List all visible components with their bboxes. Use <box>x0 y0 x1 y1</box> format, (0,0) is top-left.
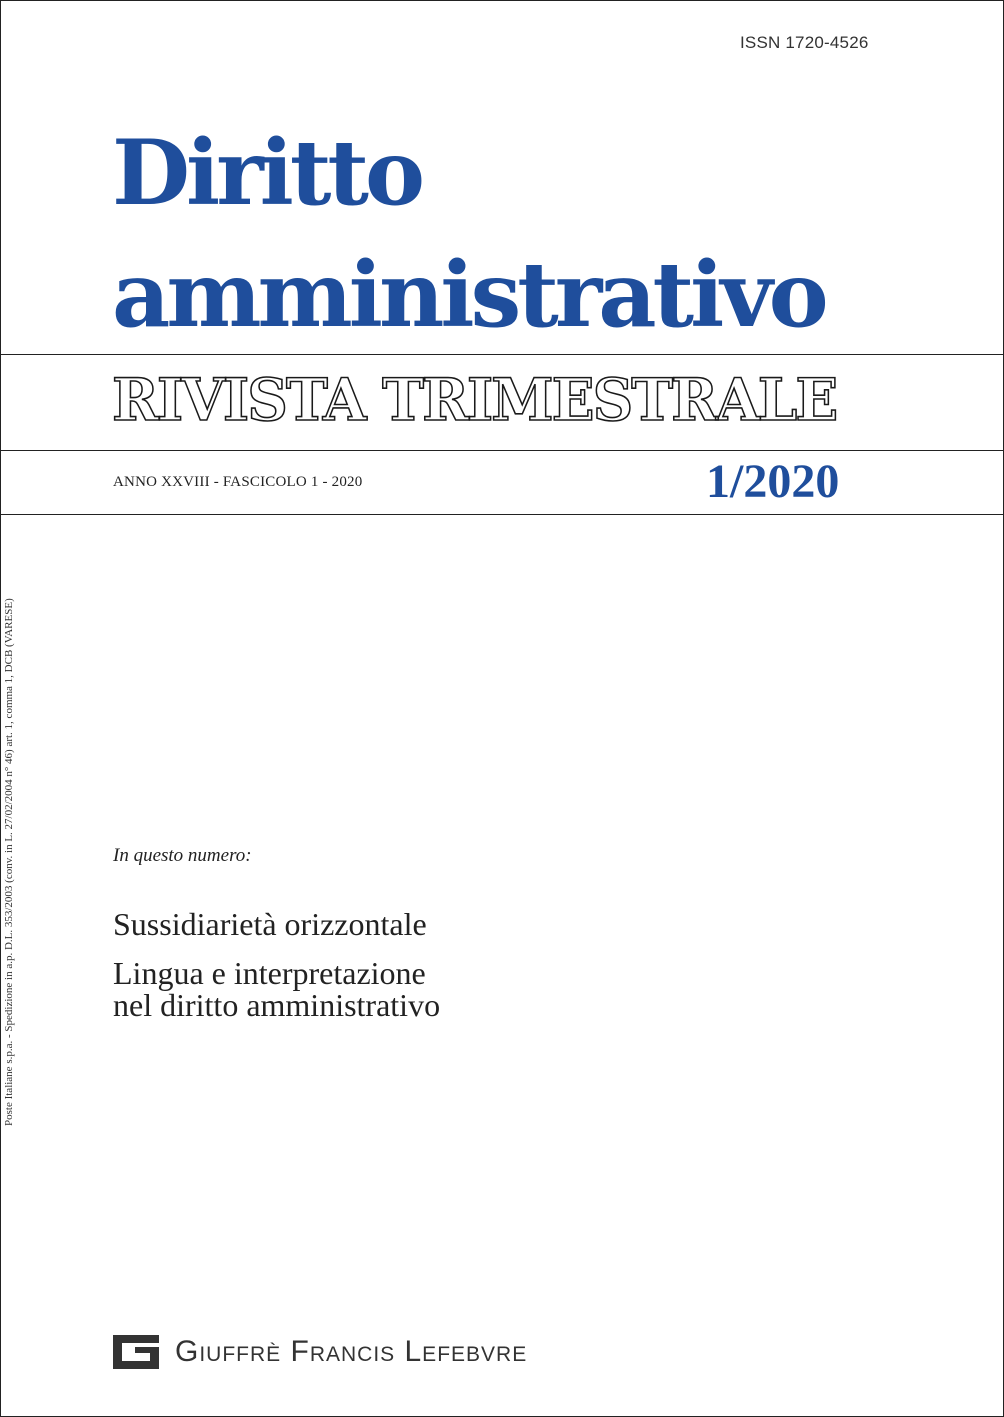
contents-topic-2 <box>113 957 440 1021</box>
divider-middle <box>0 450 1004 451</box>
journal-title-line2: amministrativo <box>112 242 825 348</box>
contents-topic-2-line2: nel diritto amministrativo <box>113 987 441 1023</box>
issue-year-label: ANNO XXVIII - FASCICOLO 1 - 2020 <box>113 474 363 490</box>
journal-subtitle: RIVISTA TRIMESTRALE <box>112 366 837 434</box>
divider-bottom <box>0 514 1004 515</box>
publisher-logo-mark-icon <box>113 1335 159 1369</box>
contents-intro: In questo numero: <box>113 845 252 866</box>
contents-topic-2-line1: Lingua e interpretazione <box>113 955 426 991</box>
divider-top <box>0 354 1004 355</box>
contents-topic-1: Sussidiarietà orizzontale <box>113 906 427 942</box>
postal-spine-text: Poste Italiane s.p.a. - Spedizione in a.p. D.L. 353/2003 (conv. in L. 27/02/2004 n° 46) art. 1, comma 1, DCB (VARESE) <box>3 598 15 1126</box>
publisher-logo <box>113 1335 527 1369</box>
publisher-name: Giuffrè Francis Lefebvre <box>175 1335 528 1368</box>
journal-title-line1: Diritto <box>112 120 422 226</box>
issue-number: 1/2020 <box>706 455 840 508</box>
issn-label: ISSN 1720-4526 <box>740 33 869 52</box>
